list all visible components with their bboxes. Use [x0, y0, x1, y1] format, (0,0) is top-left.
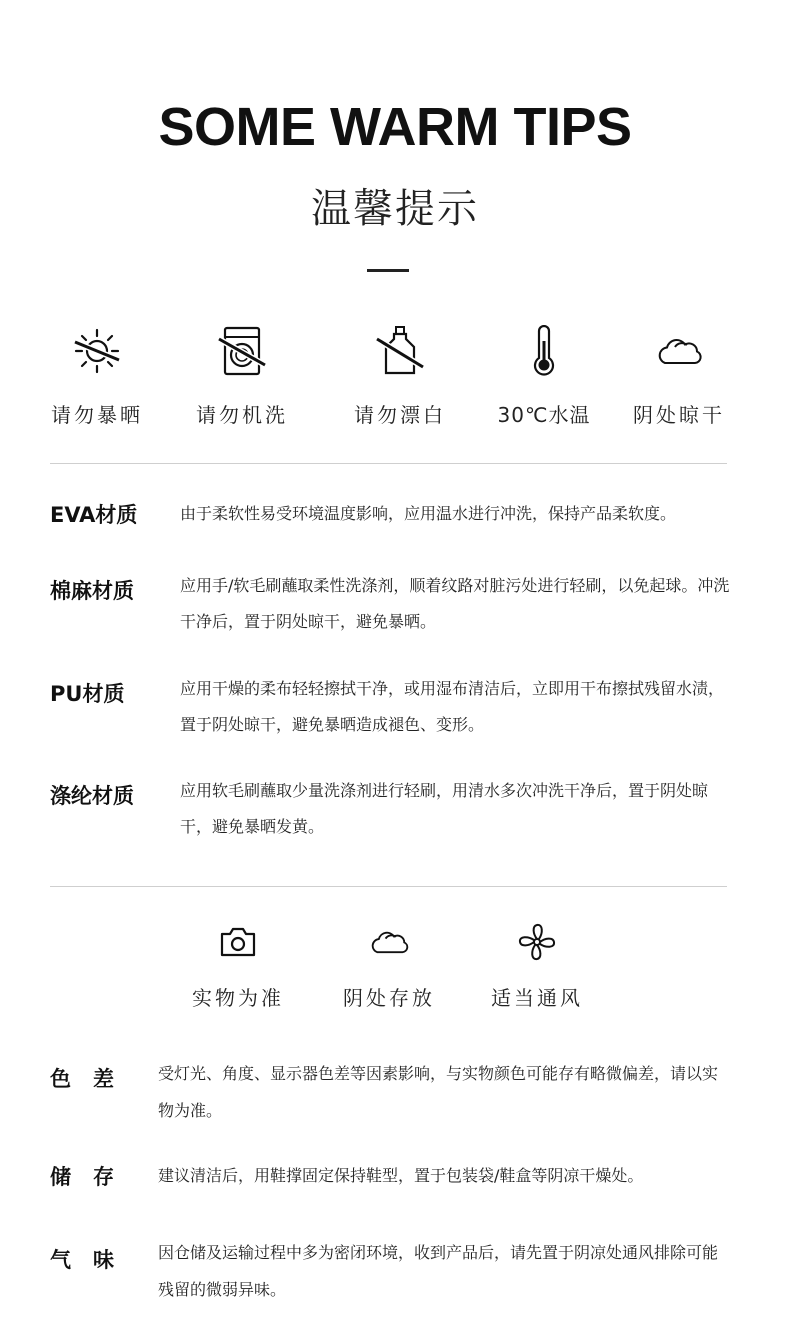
title-divider	[367, 269, 409, 272]
page-title: SOME WARM TIPS	[158, 97, 632, 157]
material-description: 应用软毛刷蘸取少量洗涤剂进行轻刷，用清水多次冲洗干净后，置于阴处晾干，避免暴晒发黄。	[180, 781, 709, 836]
material-description: 应用手/软毛刷蘸取柔性洗涤剂，顺着纹路对脏污处进行轻刷，以免起球。冲洗干净后，置于阴处晾干，避免暴晒。	[180, 576, 730, 631]
care-item-no-sun	[22, 325, 172, 428]
note-description: 建议清洁后，用鞋撑固定保持鞋型，置于包装袋/鞋盒等阴凉干燥处。	[158, 1166, 644, 1185]
care-label: 阴处晾干	[633, 403, 725, 427]
storage-item-shade	[314, 920, 464, 1011]
note-description: 受灯光、角度、显示器色差等因素影响，与实物颜色可能存有略微偏差，请以实物为准。	[158, 1064, 719, 1120]
care-item-no-bleach	[325, 325, 475, 428]
material-name: PU材质	[50, 682, 125, 706]
thermometer-icon	[518, 325, 570, 377]
material-name: 棉麻材质	[50, 579, 134, 603]
page-subtitle: 温馨提示	[311, 186, 479, 232]
material-name: 涤纶材质	[50, 784, 134, 808]
care-item-no-machine-wash	[167, 325, 317, 428]
storage-label: 实物为准	[192, 986, 284, 1010]
care-item-shade-dry	[604, 325, 754, 428]
note-name: 色差	[50, 1067, 136, 1091]
no-machine-wash-icon	[216, 325, 268, 377]
care-item-water-temp	[469, 325, 619, 428]
storage-item-actual	[163, 920, 313, 1011]
care-label: 请勿漂白	[354, 403, 446, 427]
storage-label: 适当通风	[491, 986, 583, 1010]
note-description: 因仓储及运输过程中多为密闭环境，收到产品后，请先置于阴凉处通风排除可能残留的微弱异味。	[158, 1243, 719, 1299]
note-name: 气味	[50, 1248, 136, 1272]
storage-label: 阴处存放	[343, 986, 435, 1010]
storage-item-ventilate	[462, 920, 612, 1011]
material-description: 由于柔软性易受环境温度影响，应用温水进行冲洗，保持产品柔软度。	[180, 504, 677, 523]
cloud-icon	[367, 920, 411, 964]
cloud-icon	[653, 325, 705, 377]
no-bleach-icon	[374, 325, 426, 377]
section-divider	[50, 463, 727, 464]
section-divider	[50, 886, 727, 887]
note-name: 储存	[50, 1165, 136, 1189]
material-name: EVA材质	[50, 503, 138, 527]
no-sun-icon	[71, 325, 123, 377]
material-description: 应用干燥的柔布轻轻擦拭干净，或用湿布清洁后，立即用干布擦拭残留水渍，置于阴处晾干，避免暴晒造成褪色、变形。	[180, 679, 725, 734]
care-label: 30℃水温	[497, 403, 591, 427]
care-label: 请勿机洗	[196, 403, 288, 427]
camera-icon	[216, 920, 260, 964]
fan-icon	[515, 920, 559, 964]
care-label: 请勿暴晒	[51, 403, 143, 427]
